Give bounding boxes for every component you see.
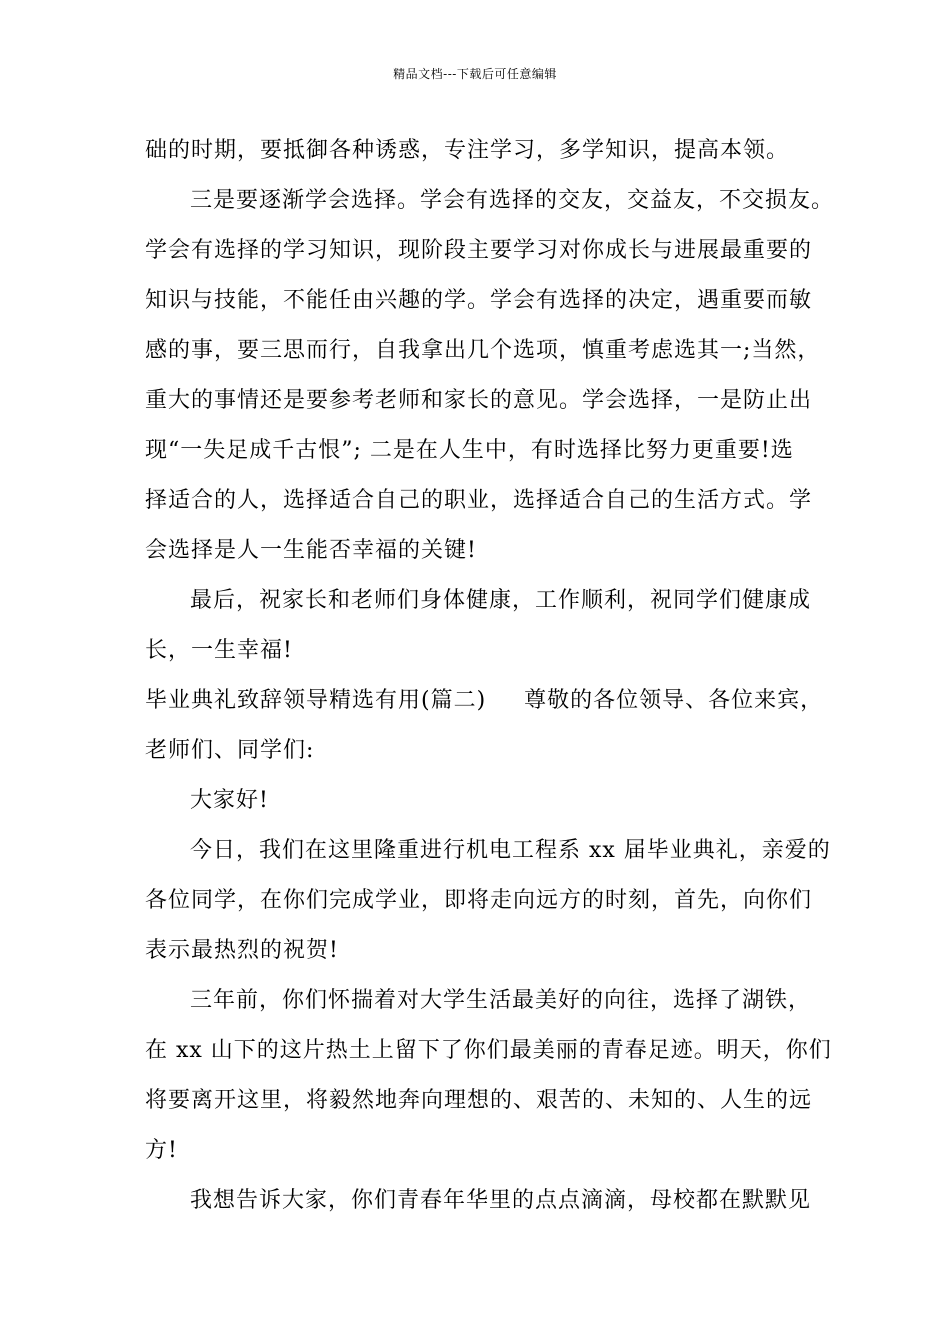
text-line: 今日，我们在这里隆重进行机电工程系 xx 届毕业典礼，亲爱的 bbox=[190, 838, 831, 863]
text-line: 各位同学，在你们完成学业，即将走向远方的时刻，首先，向你们 bbox=[145, 888, 813, 913]
text-line: 三年前，你们怀揣着对大学生活最美好的向往，选择了湖铁， bbox=[190, 988, 812, 1013]
page-header: 精品文档---下载后可任意编辑 bbox=[393, 67, 557, 81]
text-line: 大家好! bbox=[190, 788, 269, 813]
text-line: 表示最热烈的祝贺! bbox=[145, 938, 339, 963]
text-line: 重大的事情还是要参考老师和家长的意见。学会选择，一是防止出 bbox=[145, 388, 813, 413]
text-line: 在 xx 山下的这片热土上留下了你们最美丽的青春足迹。明天，你们 bbox=[145, 1038, 832, 1063]
section-title-line bbox=[145, 687, 823, 715]
text-line: 老师们、同学们: bbox=[145, 738, 315, 763]
text-line: 知识与技能，不能任由兴趣的学。学会有选择的决定，遇重要而敏 bbox=[145, 288, 813, 313]
text-line: 我想告诉大家，你们青春年华里的点点滴滴，母校都在默默见 bbox=[190, 1188, 812, 1213]
text-line: 感的事，要三思而行，自我拿出几个选项，慎重考虑选其一;当然， bbox=[145, 338, 821, 363]
text-line: 学会有选择的学习知识，现阶段主要学习对你成长与进展最重要的 bbox=[145, 238, 813, 263]
text-line: 择适合的人，选择适合自己的职业，选择适合自己的生活方式。学 bbox=[145, 488, 813, 513]
text-line: 将要离开这里，将毅然地奔向理想的、艰苦的、未知的、人生的远 bbox=[145, 1088, 813, 1113]
text-line: 方! bbox=[145, 1138, 178, 1163]
text-line: 会选择是人一生能否幸福的关键! bbox=[145, 538, 477, 563]
section-title: 毕业典礼致辞领导精选有用(篇二) bbox=[145, 688, 487, 713]
text-line: 长，一生幸福! bbox=[145, 638, 293, 663]
text-line: 最后，祝家长和老师们身体健康，工作顺利，祝同学们健康成 bbox=[190, 588, 812, 613]
text-line: 础的时期，要抵御各种诱惑，专注学习，多学知识，提高本领。 bbox=[145, 138, 790, 163]
salutation: 尊敬的各位领导、各位来宾， bbox=[524, 688, 824, 713]
text-line: 现“一失足成千古恨”; 二是在人生中，有时选择比努力更重要!选 bbox=[145, 438, 794, 463]
text-line: 三是要逐渐学会选择。学会有选择的交友，交益友，不交损友。 bbox=[190, 188, 835, 213]
